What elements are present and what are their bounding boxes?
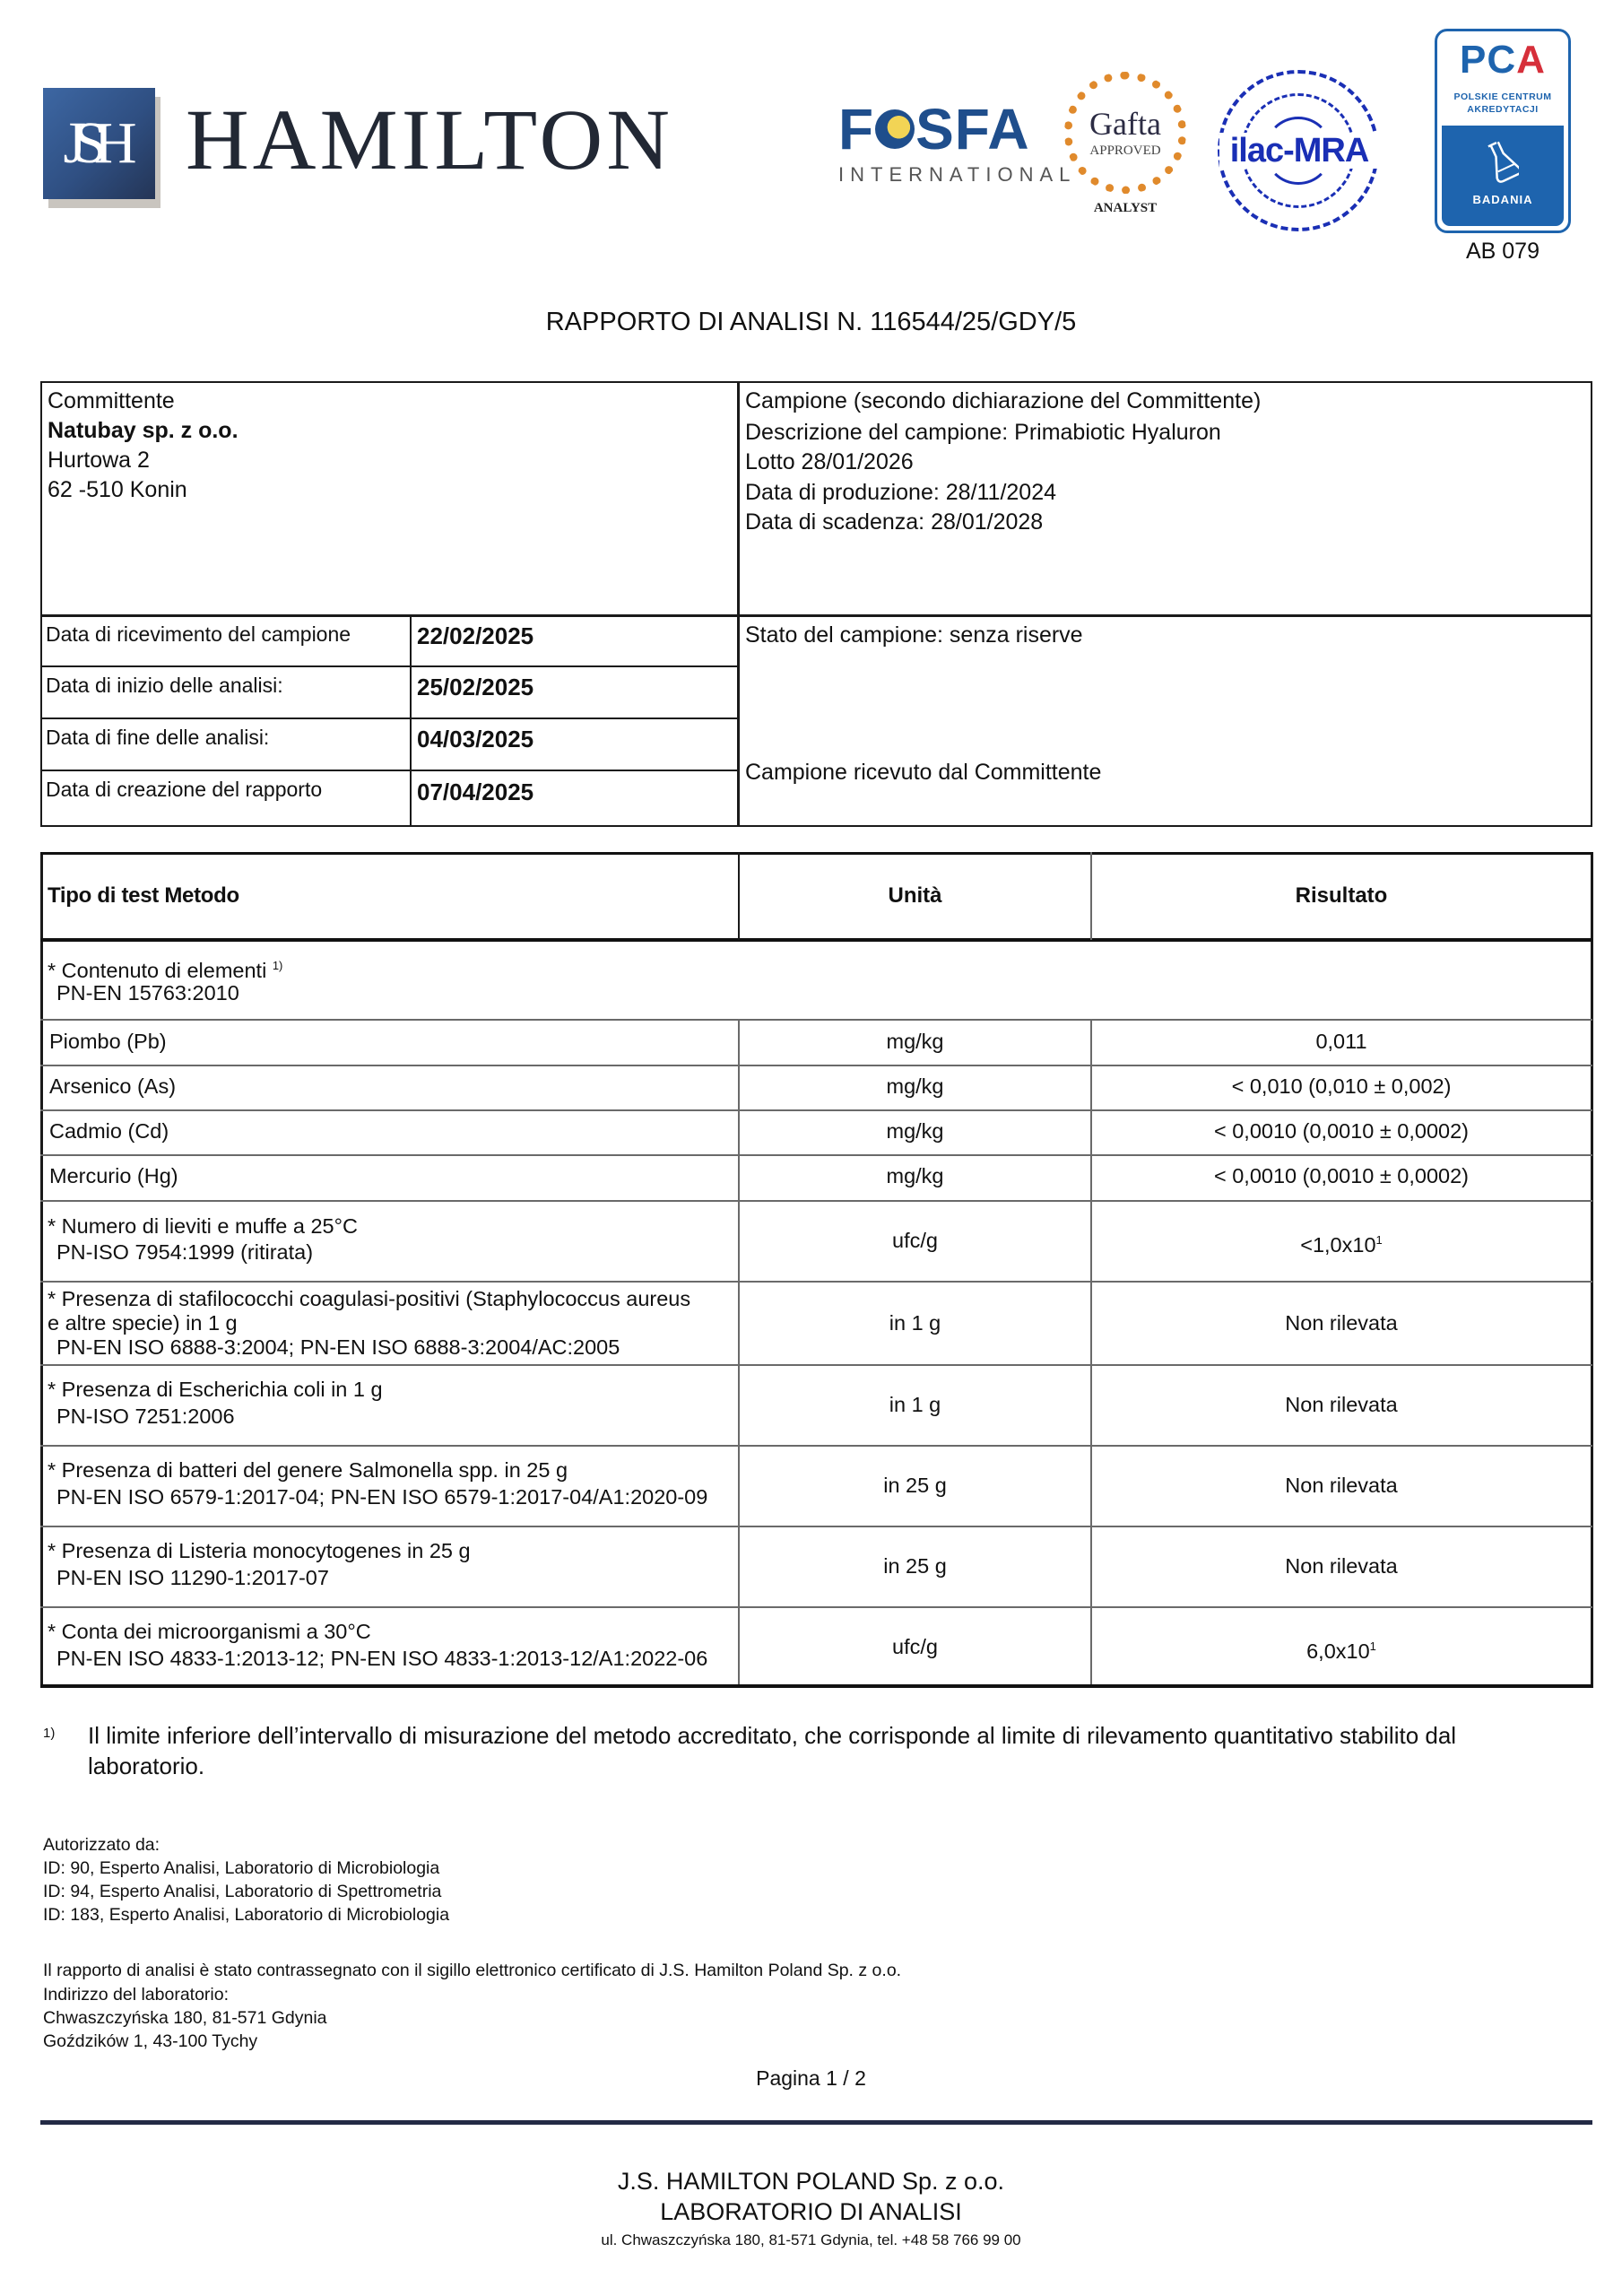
element-unit-pb: mg/kg [886, 1030, 944, 1053]
micro-unit-staph: in 1 g [889, 1311, 941, 1335]
pca-badania: BADANIA [1472, 193, 1533, 206]
wheat-wreath-icon [1064, 72, 1186, 194]
pca-subtitle [1437, 91, 1568, 116]
report-title: RAPPORTO DI ANALISI N. 116544/25/GDY/5 [545, 308, 1077, 336]
row-divider [40, 1065, 1592, 1066]
sample-expiry-date: Data di scadenza: 28/01/2028 [745, 509, 1044, 535]
result-base: 6,0x10 [1306, 1639, 1370, 1663]
info-horizontal-divider [42, 614, 1592, 617]
date-value-end: 04/03/2025 [417, 726, 534, 752]
element-result-hg: < 0,0010 (0,0010 ± 0,0002) [1213, 1164, 1470, 1187]
date-column-divider [410, 614, 412, 827]
footer-company: J.S. HAMILTON POLAND Sp. z o.o. [617, 2168, 1005, 2195]
footnote-marker: 1) [43, 1726, 56, 1741]
date-value-start: 25/02/2025 [417, 674, 534, 700]
micro-unit-ecoli: in 1 g [889, 1393, 941, 1416]
micro-test-staph-line2: e altre specie) in 1 g [48, 1311, 238, 1335]
sample-production-date: Data di produzione: 28/11/2024 [745, 480, 1057, 505]
client-label: Committente [48, 388, 175, 413]
ilac-mra-text: ilac-MRA [1219, 133, 1379, 169]
micro-method-total-count: PN-EN ISO 4833-1:2013-12; PN-EN ISO 4833-1:2013-12/A1:2022-06 [56, 1647, 708, 1670]
sample-status: Stato del campione: senza riserve [745, 622, 1083, 648]
signer: ID: 94, Esperto Analisi, Laboratorio di Spettrometria [43, 1882, 442, 1901]
group-elements-method: PN-EN 15763:2010 [56, 981, 239, 1004]
row-divider [40, 1526, 1592, 1527]
electronic-seal-note: Il rapporto di analisi è stato contrassegnato con il sigillo elettronico certificato di J.S. Hamilton Poland Sp. z o.o. [43, 1961, 902, 1980]
lab-address-line: Goździków 1, 43-100 Tychy [43, 2031, 258, 2051]
signer: ID: 90, Esperto Analisi, Laboratorio di Microbiologia [43, 1858, 440, 1878]
micro-result-total-count [1092, 1633, 1591, 1665]
pca-accreditation-logo [1435, 29, 1571, 233]
pca-subtitle-line1: POLSKIE CENTRUM [1453, 91, 1552, 102]
micro-unit-yeasts: ufc/g [892, 1229, 938, 1252]
micro-test-staph-line1: * Presenza di stafilococchi coagulasi-positivi (Staphylococcus aureus [48, 1287, 691, 1310]
element-name-hg: Mercurio (Hg) [49, 1164, 178, 1187]
jsh-hamilton-logo [43, 88, 155, 199]
date-row-divider [42, 770, 739, 771]
micro-result-salmonella: Non rilevata [1285, 1474, 1398, 1497]
date-row-divider [42, 718, 739, 719]
client-name: Natubay sp. z o.o. [48, 418, 239, 443]
element-name-cd: Cadmio (Cd) [49, 1119, 169, 1143]
footnote-text: Il limite inferiore dell’intervallo di misurazione del metodo accreditato, che corrisponde al limite di rilevamento quantitativo stabilito dal laboratorio. [88, 1722, 1457, 1779]
micro-method-listeria: PN-EN ISO 11290-1:2017-07 [56, 1566, 329, 1589]
results-table [40, 852, 1592, 1688]
pca-subtitle-line2: AKREDYTACJI [1467, 104, 1539, 116]
table-bottom-border [40, 1684, 1592, 1688]
header-bottom-border [40, 938, 1592, 942]
client-address-line2: 62 -510 Konin [48, 477, 187, 502]
micro-unit-listeria: in 25 g [883, 1554, 947, 1578]
company-wordmark: HAMILTON [186, 91, 674, 187]
footer-department: LABORATORIO DI ANALISI [660, 2198, 962, 2225]
pca-title-a: A [1516, 38, 1546, 82]
table-right-border [1591, 852, 1593, 1688]
jsh-monogram-icon: JSH [43, 88, 155, 199]
fosfa-f: F [838, 97, 875, 161]
fosfa-rest: SFA [915, 97, 1030, 161]
element-result-cd: < 0,0010 (0,0010 ± 0,0002) [1213, 1119, 1470, 1143]
row-divider [40, 1200, 1592, 1202]
date-value-received: 22/02/2025 [417, 622, 534, 649]
date-row-divider [42, 665, 739, 667]
lab-address-line: Chwaszczyńska 180, 81-571 Gdynia [43, 2008, 327, 2028]
footnote-ref: 1) [272, 959, 283, 972]
table-top-border [40, 852, 1592, 855]
element-result-as: < 0,010 (0,010 ± 0,002) [1231, 1074, 1452, 1098]
footer-contact: ul. Chwaszczyńska 180, 81-571 Gdynia, tel. +48 58 766 99 00 [601, 2231, 1021, 2248]
sample-label: Campione (secondo dichiarazione del Committente) [745, 388, 1262, 413]
fosfa-logo [838, 97, 1077, 187]
gafta-name: Gafta [1089, 105, 1161, 142]
element-name-as: Arsenico (As) [49, 1074, 177, 1098]
micro-method-salmonella: PN-EN ISO 6579-1:2017-04; PN-EN ISO 6579-1:2017-04/A1:2020-09 [56, 1485, 708, 1509]
pca-title-pc: PC [1460, 38, 1517, 82]
micro-test-salmonella: * Presenza di batteri del genere Salmonella spp. in 25 g [48, 1458, 568, 1482]
result-base: <1,0x10 [1300, 1232, 1376, 1257]
gafta-approved: APPROVED [1089, 143, 1161, 158]
authorized-by-label: Autorizzato da: [43, 1835, 160, 1855]
element-result-pb: 0,011 [1315, 1030, 1367, 1053]
client-address-line1: Hurtowa 2 [48, 448, 150, 473]
fosfa-subtitle: INTERNATIONAL [838, 163, 1077, 186]
micro-test-yeasts: * Numero di lieviti e muffe a 25°C [48, 1214, 358, 1238]
header-unit: Unità [888, 883, 942, 908]
row-divider [40, 1364, 1592, 1366]
sample-lot: Lotto 28/01/2026 [745, 449, 914, 474]
micro-result-listeria: Non rilevata [1285, 1554, 1398, 1578]
date-label-report: Data di creazione del rapporto [46, 778, 323, 801]
row-divider [40, 1109, 1592, 1111]
micro-result-yeasts [1092, 1227, 1591, 1258]
row-divider [40, 1019, 1592, 1021]
row-divider [40, 1281, 1592, 1283]
micro-test-listeria: * Presenza di Listeria monocytogenes in 25 g [48, 1539, 471, 1562]
page-number: Pagina 1 / 2 [756, 2066, 866, 2090]
gafta-analyst: ANALYST [1093, 201, 1158, 215]
row-divider [40, 1445, 1592, 1447]
flask-icon [1487, 138, 1519, 183]
result-exponent: 1 [1375, 1233, 1383, 1247]
globe-icon [875, 109, 915, 149]
element-unit-hg: mg/kg [886, 1164, 944, 1187]
group-elements-title-text: * Contenuto di elementi [48, 958, 267, 982]
micro-unit-salmonella: in 25 g [883, 1474, 947, 1497]
ilac-mra-logo [1218, 70, 1379, 231]
micro-method-staph: PN-EN ISO 6888-3:2004; PN-EN ISO 6888-3:2004/AC:2005 [56, 1335, 620, 1359]
accreditation-code: AB 079 [1465, 239, 1540, 264]
table-left-border [40, 852, 43, 1688]
date-value-report: 07/04/2025 [417, 778, 534, 805]
lab-address-label: Indirizzo del laboratorio: [43, 1985, 230, 2005]
element-unit-as: mg/kg [886, 1074, 944, 1098]
date-label-received: Data di ricevimento del campione [46, 622, 351, 646]
gafta-logo [1058, 72, 1193, 233]
header-test-method: Tipo di test Metodo [48, 883, 239, 908]
element-name-pb: Piombo (Pb) [49, 1030, 167, 1053]
micro-result-staph: Non rilevata [1285, 1311, 1398, 1335]
date-label-end: Data di fine delle analisi: [46, 726, 270, 749]
pca-title [1437, 40, 1568, 80]
signer: ID: 183, Esperto Analisi, Laboratorio di Microbiologia [43, 1905, 450, 1925]
micro-method-ecoli: PN-ISO 7251:2006 [56, 1405, 235, 1428]
footer-divider [40, 2120, 1592, 2125]
micro-unit-total-count: ufc/g [892, 1635, 938, 1658]
result-exponent: 1 [1369, 1639, 1376, 1653]
sample-received-from: Campione ricevuto dal Committente [745, 760, 1102, 785]
micro-result-ecoli: Non rilevata [1285, 1393, 1398, 1416]
pca-badge-panel [1442, 126, 1564, 226]
micro-method-yeasts: PN-ISO 7954:1999 (ritirata) [56, 1240, 314, 1264]
micro-test-total-count: * Conta dei microorganismi a 30°C [48, 1620, 371, 1643]
info-center-divider [737, 383, 740, 827]
sample-description: Descrizione del campione: Primabiotic Hyaluron [745, 420, 1221, 445]
element-unit-cd: mg/kg [886, 1119, 944, 1143]
header-result: Risultato [1295, 883, 1388, 908]
micro-test-ecoli: * Presenza di Escherichia coli in 1 g [48, 1378, 383, 1401]
date-label-start: Data di inizio delle analisi: [46, 674, 283, 697]
client-sample-info-box [40, 381, 1592, 827]
row-divider [40, 1606, 1592, 1608]
row-divider [40, 1154, 1592, 1156]
